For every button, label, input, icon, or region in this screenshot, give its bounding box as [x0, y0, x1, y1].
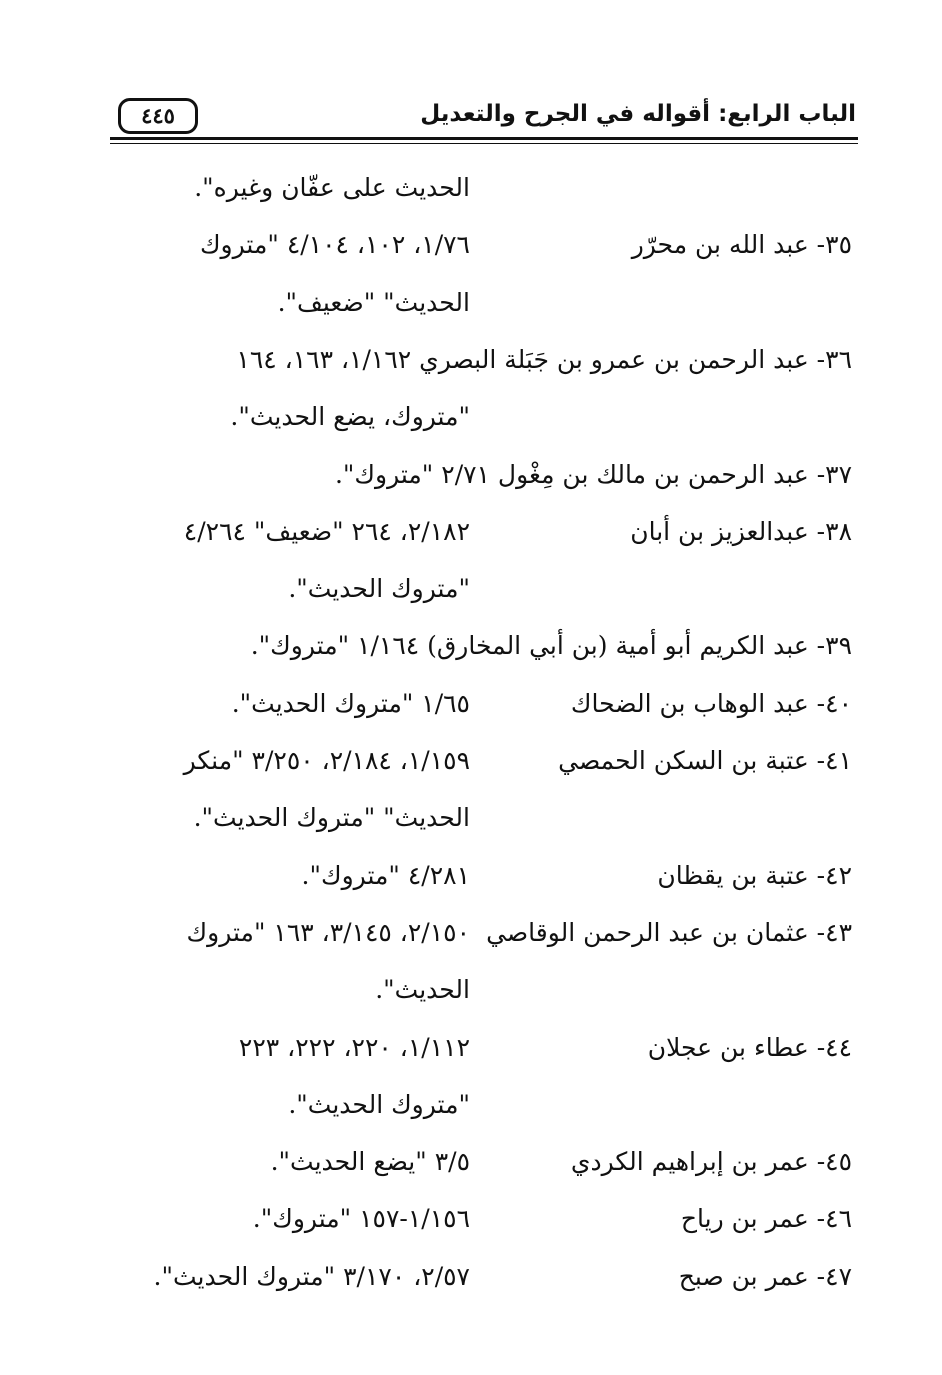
citation-reference: ٢/١٨٢، ٢٦٤ "ضعيف" ٤/٢٦٤ [183, 517, 470, 546]
header-rule-thin [110, 143, 858, 144]
text-line [0, 1083, 942, 1127]
narrator-name: ٤٤- عطاء بن عجلان [647, 1033, 852, 1062]
narrator-name: ٣٥- عبد الله بن محرّر [631, 230, 852, 259]
citation-reference: ١/١١٢، ٢٢٠، ٢٢٢، ٢٢٣ [238, 1033, 470, 1062]
narrator-name: ٤٦- عمر بن رياح [680, 1204, 852, 1233]
citation-reference: ١/٧٦، ١٠٢، ٤/١٠٤ "متروك [199, 230, 470, 259]
text-line [0, 1197, 942, 1241]
text-line [0, 338, 942, 382]
text-line [0, 911, 942, 955]
citation-reference: ٤/٢٨١ "متروك". [301, 861, 470, 890]
text-line [0, 453, 942, 497]
running-title: الباب الرابع: أقواله في الجرح والتعديل [420, 101, 856, 127]
citation-reference: ١/١٥٩، ٢/١٨٤، ٣/٢٥٠ "منكر [183, 746, 470, 775]
entry-full-line: ٣٩- عبد الكريم أبو أمية (بن أبي المخارق) ١/١٦٤ "متروك". [250, 631, 852, 660]
text-line [0, 1255, 942, 1299]
continuation-line: "متروك الحديث". [288, 1090, 470, 1119]
text-line [0, 166, 942, 210]
text-line [0, 682, 942, 726]
text-line [0, 739, 942, 783]
text-line [0, 510, 942, 554]
continuation-line: "متروك، يضع الحديث". [230, 402, 470, 431]
continuation-line: الحديث" "ضعيف". [277, 288, 470, 317]
citation-reference: ٣/٥ "يضع الحديث". [270, 1147, 470, 1176]
citation-reference: ١/١٥٦-١٥٧ "متروك". [252, 1204, 470, 1233]
text-line [0, 1140, 942, 1184]
header-rule-thick [110, 137, 858, 140]
text-line [0, 567, 942, 611]
continuation-line: الحديث" "متروك الحديث". [193, 803, 470, 832]
page-header [110, 96, 858, 138]
text-line [0, 223, 942, 267]
text-line [0, 854, 942, 898]
citation-reference: ١/٦٥ "متروك الحديث". [231, 689, 470, 718]
narrator-name: ٤٣- عثمان بن عبد الرحمن الوقاصي [486, 918, 852, 947]
text-line [0, 281, 942, 325]
entry-full-line: ٣٦- عبد الرحمن بن عمرو بن جَبَلة البصري ١/١٦٢، ١٦٣، ١٦٤ [236, 345, 852, 374]
text-line [0, 1026, 942, 1070]
text-line [0, 796, 942, 840]
continuation-line: الحديث على عفّان وغيره". [194, 173, 470, 202]
entry-full-line: ٣٧- عبد الرحمن بن مالك بن مِغْول ٢/٧١ "متروك". [334, 460, 852, 489]
narrator-name: ٤٢- عتبة بن يقظان [657, 861, 852, 890]
page-number-badge: ٤٤٥ [118, 98, 198, 134]
text-line [0, 624, 942, 668]
continuation-line: الحديث". [375, 975, 470, 1004]
narrator-name: ٤٠- عبد الوهاب بن الضحاك [570, 689, 852, 718]
text-line [0, 968, 942, 1012]
narrator-name: ٤٧- عمر بن صبح [678, 1262, 852, 1291]
citation-reference: ٢/١٥٠، ٣/١٤٥، ١٦٣ "متروك [186, 918, 470, 947]
text-line [0, 395, 942, 439]
citation-reference: ٢/٥٧، ٣/١٧٠ "متروك الحديث". [153, 1262, 470, 1291]
narrator-name: ٤١- عتبة بن السكن الحمصي [558, 746, 852, 775]
narrator-name: ٣٨- عبدالعزيز بن أبان [630, 517, 852, 546]
continuation-line: "متروك الحديث". [288, 574, 470, 603]
narrator-name: ٤٥- عمر بن إبراهيم الكردي [570, 1147, 852, 1176]
